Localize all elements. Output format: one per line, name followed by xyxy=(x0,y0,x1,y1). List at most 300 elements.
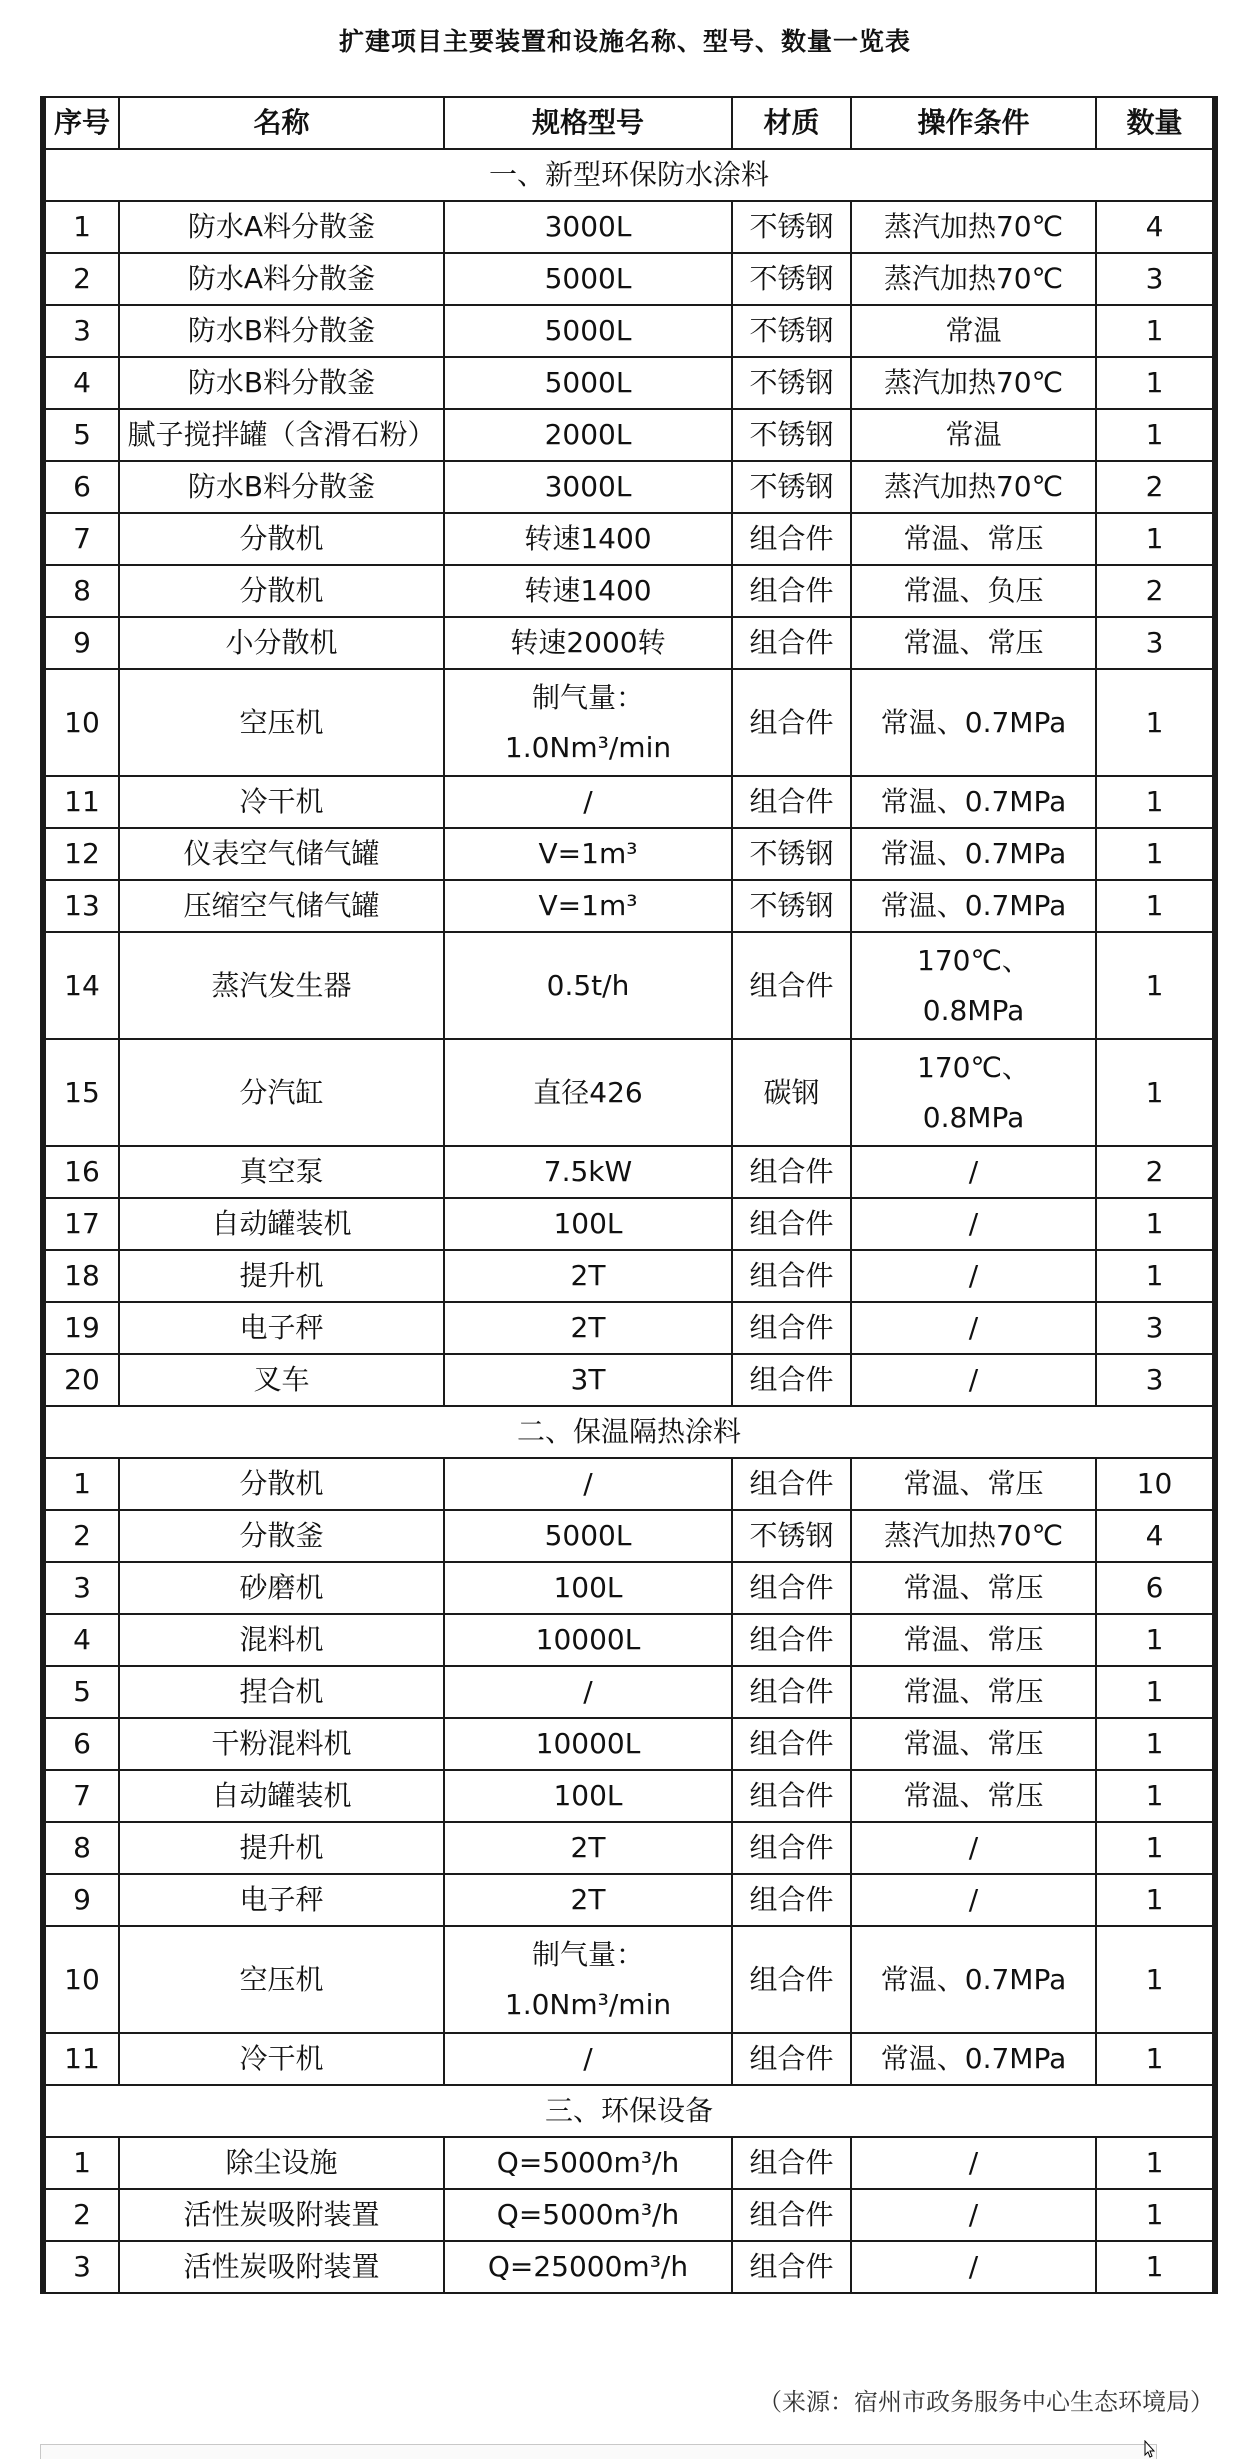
table-row xyxy=(43,1354,1215,1406)
cell-name xyxy=(119,2033,444,2085)
cell-spec xyxy=(444,1354,732,1406)
cell-material xyxy=(732,1770,851,1822)
cell-quantity xyxy=(1096,932,1215,1039)
cell-no-text: 8 xyxy=(73,574,91,607)
cell-name xyxy=(119,1458,444,1510)
cell-condition-text: 常温、常压 xyxy=(903,1467,1044,1500)
table-row xyxy=(43,1250,1215,1302)
cell-quantity xyxy=(1096,1039,1215,1146)
table-row xyxy=(43,1458,1215,1510)
cell-name xyxy=(119,1562,444,1614)
table-row xyxy=(43,1822,1215,1874)
cell-quantity xyxy=(1096,1926,1215,2033)
cell-quantity xyxy=(1096,1874,1215,1926)
header-quantity: 数量 xyxy=(1096,97,1215,149)
cell-no-text: 7 xyxy=(73,522,91,555)
cell-no-text: 19 xyxy=(64,1311,100,1344)
cell-spec xyxy=(444,253,732,305)
cell-no-text: 4 xyxy=(73,366,91,399)
cell-quantity xyxy=(1096,1666,1215,1718)
cell-no-text: 20 xyxy=(64,1363,100,1396)
table-row xyxy=(43,513,1215,565)
cell-name-text: 防水A料分散釜 xyxy=(187,210,376,243)
cell-quantity-text: 1 xyxy=(1145,1962,1164,1996)
cell-spec-text: 2000L xyxy=(544,418,632,451)
cell-condition-text: 常温、常压 xyxy=(903,1727,1044,1760)
cell-condition-text: / xyxy=(968,2198,979,2231)
cell-name xyxy=(119,305,444,357)
cell-quantity xyxy=(1096,1562,1215,1614)
cell-material xyxy=(732,669,851,776)
cell-condition-text: 常温、0.7MPa xyxy=(880,837,1067,870)
cell-spec xyxy=(444,669,732,776)
cell-spec xyxy=(444,1874,732,1926)
cell-quantity-text: 1 xyxy=(1145,837,1164,870)
cell-condition-text: 常温、常压 xyxy=(903,1623,1044,1656)
cell-material xyxy=(732,617,851,669)
cell-no-text: 3 xyxy=(73,1571,91,1604)
cell-material-text: 组合件 xyxy=(749,1831,834,1864)
cell-condition-text: / xyxy=(968,1207,979,1240)
cell-condition xyxy=(851,1874,1096,1926)
cell-material-text: 组合件 xyxy=(749,1311,834,1344)
cell-quantity xyxy=(1096,1510,1215,1562)
cell-name xyxy=(119,1822,444,1874)
cell-spec-text: 100L xyxy=(553,1207,623,1240)
cell-material-text: 组合件 xyxy=(749,2042,834,2075)
cell-name xyxy=(119,1302,444,1354)
cell-no-text: 5 xyxy=(73,1675,91,1708)
cell-spec xyxy=(444,1458,732,1510)
cell-name-text: 自动罐装机 xyxy=(211,1207,352,1240)
cell-condition-text: 170℃、 xyxy=(917,1050,1030,1084)
cell-quantity xyxy=(1096,1354,1215,1406)
cell-name-text: 分散釜 xyxy=(239,1519,324,1552)
cell-condition-text: 蒸汽加热70℃ xyxy=(883,210,1064,243)
cell-quantity xyxy=(1096,776,1215,828)
cell-name xyxy=(119,828,444,880)
cell-material xyxy=(732,1822,851,1874)
cell-no-text: 12 xyxy=(64,837,100,870)
cell-spec-text: 100L xyxy=(553,1779,623,1812)
table-row xyxy=(43,1198,1215,1250)
cell-quantity-text: 3 xyxy=(1145,262,1164,295)
cell-name-text: 腻子搅拌罐（含滑石粉） xyxy=(127,418,436,451)
table-row xyxy=(43,253,1215,305)
cell-name xyxy=(119,669,444,776)
cell-spec-text: 3000L xyxy=(544,210,632,243)
table-row xyxy=(43,1770,1215,1822)
cell-spec-text: 100L xyxy=(553,1571,623,1604)
table-body xyxy=(43,149,1215,2293)
cell-name-text: 防水A料分散釜 xyxy=(187,262,376,295)
cell-name-text: 除尘设施 xyxy=(225,2146,338,2179)
cell-quantity-text: 1 xyxy=(1145,522,1164,555)
source-note: （来源：宿州市政务服务中心生态环境局） xyxy=(758,2388,1214,2416)
cell-quantity xyxy=(1096,409,1215,461)
cell-quantity-text: 1 xyxy=(1145,314,1164,347)
cell-quantity-text: 2 xyxy=(1145,574,1164,607)
cell-material-text: 不锈钢 xyxy=(749,470,834,503)
cell-material xyxy=(732,2241,851,2293)
cell-no-text: 14 xyxy=(64,968,100,1002)
cell-spec-text: 转速2000转 xyxy=(510,626,666,659)
cell-quantity xyxy=(1096,305,1215,357)
cell-condition-text: / xyxy=(968,2250,979,2283)
cell-name-text: 叉车 xyxy=(253,1363,310,1396)
cell-condition-text: 0.8MPa xyxy=(922,1100,1025,1134)
cell-quantity-text: 6 xyxy=(1145,1571,1164,1604)
table-row xyxy=(43,1302,1215,1354)
cell-name xyxy=(119,1198,444,1250)
cell-spec xyxy=(444,1926,732,2033)
cell-condition xyxy=(851,828,1096,880)
table-row xyxy=(43,2137,1215,2189)
table-row xyxy=(43,409,1215,461)
cell-material xyxy=(732,1874,851,1926)
cell-condition-text: 常温、负压 xyxy=(903,574,1044,607)
cell-spec xyxy=(444,1510,732,1562)
cell-name-text: 冷干机 xyxy=(239,2042,324,2075)
table-row xyxy=(43,1926,1215,2033)
cell-condition-text: 蒸汽加热70℃ xyxy=(883,366,1064,399)
cell-name-text: 砂磨机 xyxy=(239,1571,324,1604)
cell-spec-text: 转速1400 xyxy=(524,574,652,607)
cell-name xyxy=(119,1926,444,2033)
cell-spec-text: 2T xyxy=(570,1831,606,1864)
cell-quantity xyxy=(1096,1718,1215,1770)
cell-quantity-text: 1 xyxy=(1145,1831,1164,1864)
cell-material-text: 组合件 xyxy=(749,2198,834,2231)
cell-quantity-text: 1 xyxy=(1145,1779,1164,1812)
cell-no xyxy=(43,1770,119,1822)
cell-no xyxy=(43,828,119,880)
cell-quantity xyxy=(1096,669,1215,776)
cell-spec xyxy=(444,776,732,828)
cell-spec xyxy=(444,201,732,253)
table-row xyxy=(43,565,1215,617)
cell-quantity-text: 1 xyxy=(1145,785,1164,818)
cell-no xyxy=(43,1926,119,2033)
cell-name-text: 自动罐装机 xyxy=(211,1779,352,1812)
cell-material xyxy=(732,1614,851,1666)
cell-no xyxy=(43,2189,119,2241)
cell-condition-text: 常温、常压 xyxy=(903,522,1044,555)
cell-name xyxy=(119,1770,444,1822)
table-row xyxy=(43,1510,1215,1562)
cell-material xyxy=(732,201,851,253)
cell-material xyxy=(732,880,851,932)
cell-material xyxy=(732,565,851,617)
table-row xyxy=(43,357,1215,409)
cell-condition xyxy=(851,461,1096,513)
cell-name-text: 干粉混料机 xyxy=(211,1727,352,1760)
cell-quantity-text: 2 xyxy=(1145,1155,1164,1188)
cell-condition-text: 蒸汽加热70℃ xyxy=(883,1519,1064,1552)
cell-condition-text: / xyxy=(968,1831,979,1864)
table-row xyxy=(43,669,1215,776)
cell-name xyxy=(119,776,444,828)
cell-no-text: 2 xyxy=(73,2198,91,2231)
cell-material-text: 不锈钢 xyxy=(749,262,834,295)
cell-condition-text: 常温、0.7MPa xyxy=(880,2042,1067,2075)
cell-spec xyxy=(444,1614,732,1666)
cell-material-text: 不锈钢 xyxy=(749,418,834,451)
header-material: 材质 xyxy=(732,97,851,149)
cell-condition-text: 常温、0.7MPa xyxy=(880,705,1067,739)
cell-condition-text: / xyxy=(968,1259,979,1292)
cell-spec xyxy=(444,305,732,357)
cell-condition xyxy=(851,565,1096,617)
cell-name xyxy=(119,2137,444,2189)
cell-spec xyxy=(444,932,732,1039)
cell-condition-text: / xyxy=(968,1311,979,1344)
cell-condition xyxy=(851,2137,1096,2189)
cell-quantity-text: 1 xyxy=(1145,2146,1164,2179)
cell-material xyxy=(732,357,851,409)
cell-material-text: 组合件 xyxy=(749,785,834,818)
table-row xyxy=(43,461,1215,513)
cell-material xyxy=(732,1510,851,1562)
cell-condition xyxy=(851,776,1096,828)
cell-name xyxy=(119,880,444,932)
header-no: 序号 xyxy=(43,97,119,149)
cell-name-text: 冷干机 xyxy=(239,785,324,818)
cell-name-text: 防水B料分散釜 xyxy=(187,314,376,347)
cell-material xyxy=(732,1562,851,1614)
cell-no-text: 13 xyxy=(64,889,100,922)
cell-no xyxy=(43,565,119,617)
cell-condition-text: 常温 xyxy=(945,314,1002,347)
cell-quantity-text: 10 xyxy=(1136,1467,1173,1500)
cell-material xyxy=(732,513,851,565)
cell-condition xyxy=(851,932,1096,1039)
cell-material-text: 不锈钢 xyxy=(749,1519,834,1552)
cell-spec-text: 5000L xyxy=(544,314,632,347)
cell-condition xyxy=(851,880,1096,932)
cell-no-text: 17 xyxy=(64,1207,100,1240)
cell-material-text: 碳钢 xyxy=(763,1075,820,1109)
cell-condition xyxy=(851,1562,1096,1614)
section-title: 一、新型环保防水涂料 xyxy=(43,149,1215,201)
cell-material-text: 组合件 xyxy=(749,1623,834,1656)
cell-no-text: 3 xyxy=(73,314,91,347)
cell-spec-text: Q=5000m³/h xyxy=(496,2198,680,2231)
cell-condition xyxy=(851,201,1096,253)
cell-no xyxy=(43,461,119,513)
cell-name-text: 电子秤 xyxy=(239,1311,324,1344)
cell-quantity-text: 1 xyxy=(1145,418,1164,451)
cell-name xyxy=(119,1354,444,1406)
cell-material-text: 组合件 xyxy=(749,1363,834,1396)
cell-condition-text: 常温、常压 xyxy=(903,626,1044,659)
bottom-frame-edge xyxy=(40,2444,1157,2459)
cell-spec xyxy=(444,1250,732,1302)
cell-no xyxy=(43,1510,119,1562)
cell-material-text: 组合件 xyxy=(749,1207,834,1240)
cell-no xyxy=(43,1354,119,1406)
cell-spec-text: 3T xyxy=(570,1363,606,1396)
cell-no xyxy=(43,1822,119,1874)
cell-name xyxy=(119,201,444,253)
cell-spec xyxy=(444,513,732,565)
cell-quantity-text: 1 xyxy=(1145,1727,1164,1760)
cell-quantity-text: 4 xyxy=(1145,1519,1164,1552)
cell-name-text: 分汽缸 xyxy=(239,1075,324,1109)
cell-condition xyxy=(851,669,1096,776)
cell-no xyxy=(43,2033,119,2085)
cell-condition xyxy=(851,305,1096,357)
cell-quantity xyxy=(1096,880,1215,932)
cell-spec-text: 2T xyxy=(570,1259,606,1292)
cell-name xyxy=(119,932,444,1039)
cell-name-text: 活性炭吸附装置 xyxy=(183,2198,380,2231)
cell-condition xyxy=(851,1146,1096,1198)
cell-spec xyxy=(444,828,732,880)
cell-quantity xyxy=(1096,1614,1215,1666)
cell-material-text: 组合件 xyxy=(749,1962,834,1996)
cell-name xyxy=(119,461,444,513)
table-row xyxy=(43,617,1215,669)
cell-name xyxy=(119,409,444,461)
cell-condition-text: 常温 xyxy=(945,418,1002,451)
cell-material xyxy=(732,776,851,828)
cell-no-text: 16 xyxy=(64,1155,100,1188)
section-header-row xyxy=(43,149,1215,201)
cell-material xyxy=(732,1302,851,1354)
cell-no-text: 10 xyxy=(64,1962,100,1996)
cell-condition-text: 常温、常压 xyxy=(903,1779,1044,1812)
cell-quantity xyxy=(1096,253,1215,305)
cell-spec xyxy=(444,1198,732,1250)
cell-quantity-text: 1 xyxy=(1145,889,1164,922)
cell-spec xyxy=(444,2189,732,2241)
cell-quantity-text: 1 xyxy=(1145,1075,1164,1109)
cell-quantity xyxy=(1096,617,1215,669)
cell-material xyxy=(732,2033,851,2085)
cell-quantity-text: 1 xyxy=(1145,366,1164,399)
table-row xyxy=(43,932,1215,1039)
cell-no xyxy=(43,1666,119,1718)
cell-quantity-text: 1 xyxy=(1145,2250,1164,2283)
cell-quantity xyxy=(1096,357,1215,409)
cell-spec-text: 1.0Nm³/min xyxy=(504,730,672,764)
cell-no-text: 3 xyxy=(73,2250,91,2283)
cell-no-text: 9 xyxy=(73,1883,91,1916)
cell-material-text: 组合件 xyxy=(749,1727,834,1760)
cell-material-text: 组合件 xyxy=(749,574,834,607)
cell-quantity-text: 1 xyxy=(1145,968,1164,1002)
cell-material xyxy=(732,1146,851,1198)
table-row xyxy=(43,1614,1215,1666)
table-row xyxy=(43,828,1215,880)
cell-spec-text: / xyxy=(583,1675,593,1708)
cell-condition xyxy=(851,409,1096,461)
cell-quantity-text: 1 xyxy=(1145,2198,1164,2231)
cell-no xyxy=(43,1614,119,1666)
cell-material-text: 组合件 xyxy=(749,1259,834,1292)
cell-no-text: 6 xyxy=(73,1727,91,1760)
cell-condition xyxy=(851,1458,1096,1510)
cell-spec-text: 1.0Nm³/min xyxy=(504,1987,672,2021)
cell-material-text: 组合件 xyxy=(749,626,834,659)
cell-name xyxy=(119,1146,444,1198)
cell-spec xyxy=(444,617,732,669)
cell-no xyxy=(43,1250,119,1302)
cell-spec xyxy=(444,1822,732,1874)
cell-spec-text: 2T xyxy=(570,1883,606,1916)
cell-name-text: 压缩空气储气罐 xyxy=(183,889,380,922)
cell-name xyxy=(119,253,444,305)
cell-spec-text: 5000L xyxy=(544,262,632,295)
cell-condition-text: / xyxy=(968,1883,979,1916)
cell-no-text: 4 xyxy=(73,1623,91,1656)
cell-condition-text: 常温、0.7MPa xyxy=(880,1962,1067,1996)
cell-spec xyxy=(444,1718,732,1770)
cell-name xyxy=(119,513,444,565)
cell-spec-text: 3000L xyxy=(544,470,632,503)
cell-name xyxy=(119,1614,444,1666)
cell-condition xyxy=(851,1510,1096,1562)
cell-name xyxy=(119,2189,444,2241)
cell-material xyxy=(732,409,851,461)
cell-spec xyxy=(444,565,732,617)
cell-no-text: 11 xyxy=(64,785,100,818)
cell-spec-text: 10000L xyxy=(535,1623,641,1656)
cell-condition-text: 常温、常压 xyxy=(903,1675,1044,1708)
cell-condition xyxy=(851,1614,1096,1666)
cell-no xyxy=(43,1458,119,1510)
cell-quantity xyxy=(1096,1302,1215,1354)
section-title: 二、保温隔热涂料 xyxy=(43,1406,1215,1458)
cell-no-text: 1 xyxy=(73,210,91,243)
cell-condition-text: / xyxy=(968,1155,979,1188)
cell-spec-text: 10000L xyxy=(535,1727,641,1760)
cell-quantity-text: 1 xyxy=(1145,1675,1164,1708)
cell-condition-text: / xyxy=(968,1363,979,1396)
cell-condition xyxy=(851,2189,1096,2241)
cell-quantity xyxy=(1096,461,1215,513)
cell-no xyxy=(43,776,119,828)
cell-condition xyxy=(851,253,1096,305)
header-spec: 规格型号 xyxy=(444,97,732,149)
cell-material-text: 不锈钢 xyxy=(749,366,834,399)
cell-no-text: 18 xyxy=(64,1259,100,1292)
cell-no xyxy=(43,2137,119,2189)
cell-name xyxy=(119,565,444,617)
cell-condition-text: 常温、常压 xyxy=(903,1571,1044,1604)
cell-spec xyxy=(444,880,732,932)
cell-no xyxy=(43,201,119,253)
cell-name-text: 蒸汽发生器 xyxy=(211,968,352,1002)
cell-material-text: 不锈钢 xyxy=(749,210,834,243)
cell-no xyxy=(43,617,119,669)
cell-name xyxy=(119,1718,444,1770)
cell-name-text: 提升机 xyxy=(239,1831,324,1864)
cell-no xyxy=(43,1039,119,1146)
cell-quantity-text: 1 xyxy=(1145,1623,1164,1656)
cell-spec-text: 制气量： xyxy=(531,1937,644,1971)
cell-no xyxy=(43,1874,119,1926)
mouse-cursor-icon xyxy=(1144,2440,1156,2458)
table-row xyxy=(43,1874,1215,1926)
cell-name xyxy=(119,357,444,409)
cell-spec xyxy=(444,2137,732,2189)
cell-material xyxy=(732,1250,851,1302)
cell-spec-text: 直径426 xyxy=(533,1075,643,1109)
cell-material xyxy=(732,1926,851,2033)
cell-material xyxy=(732,1354,851,1406)
